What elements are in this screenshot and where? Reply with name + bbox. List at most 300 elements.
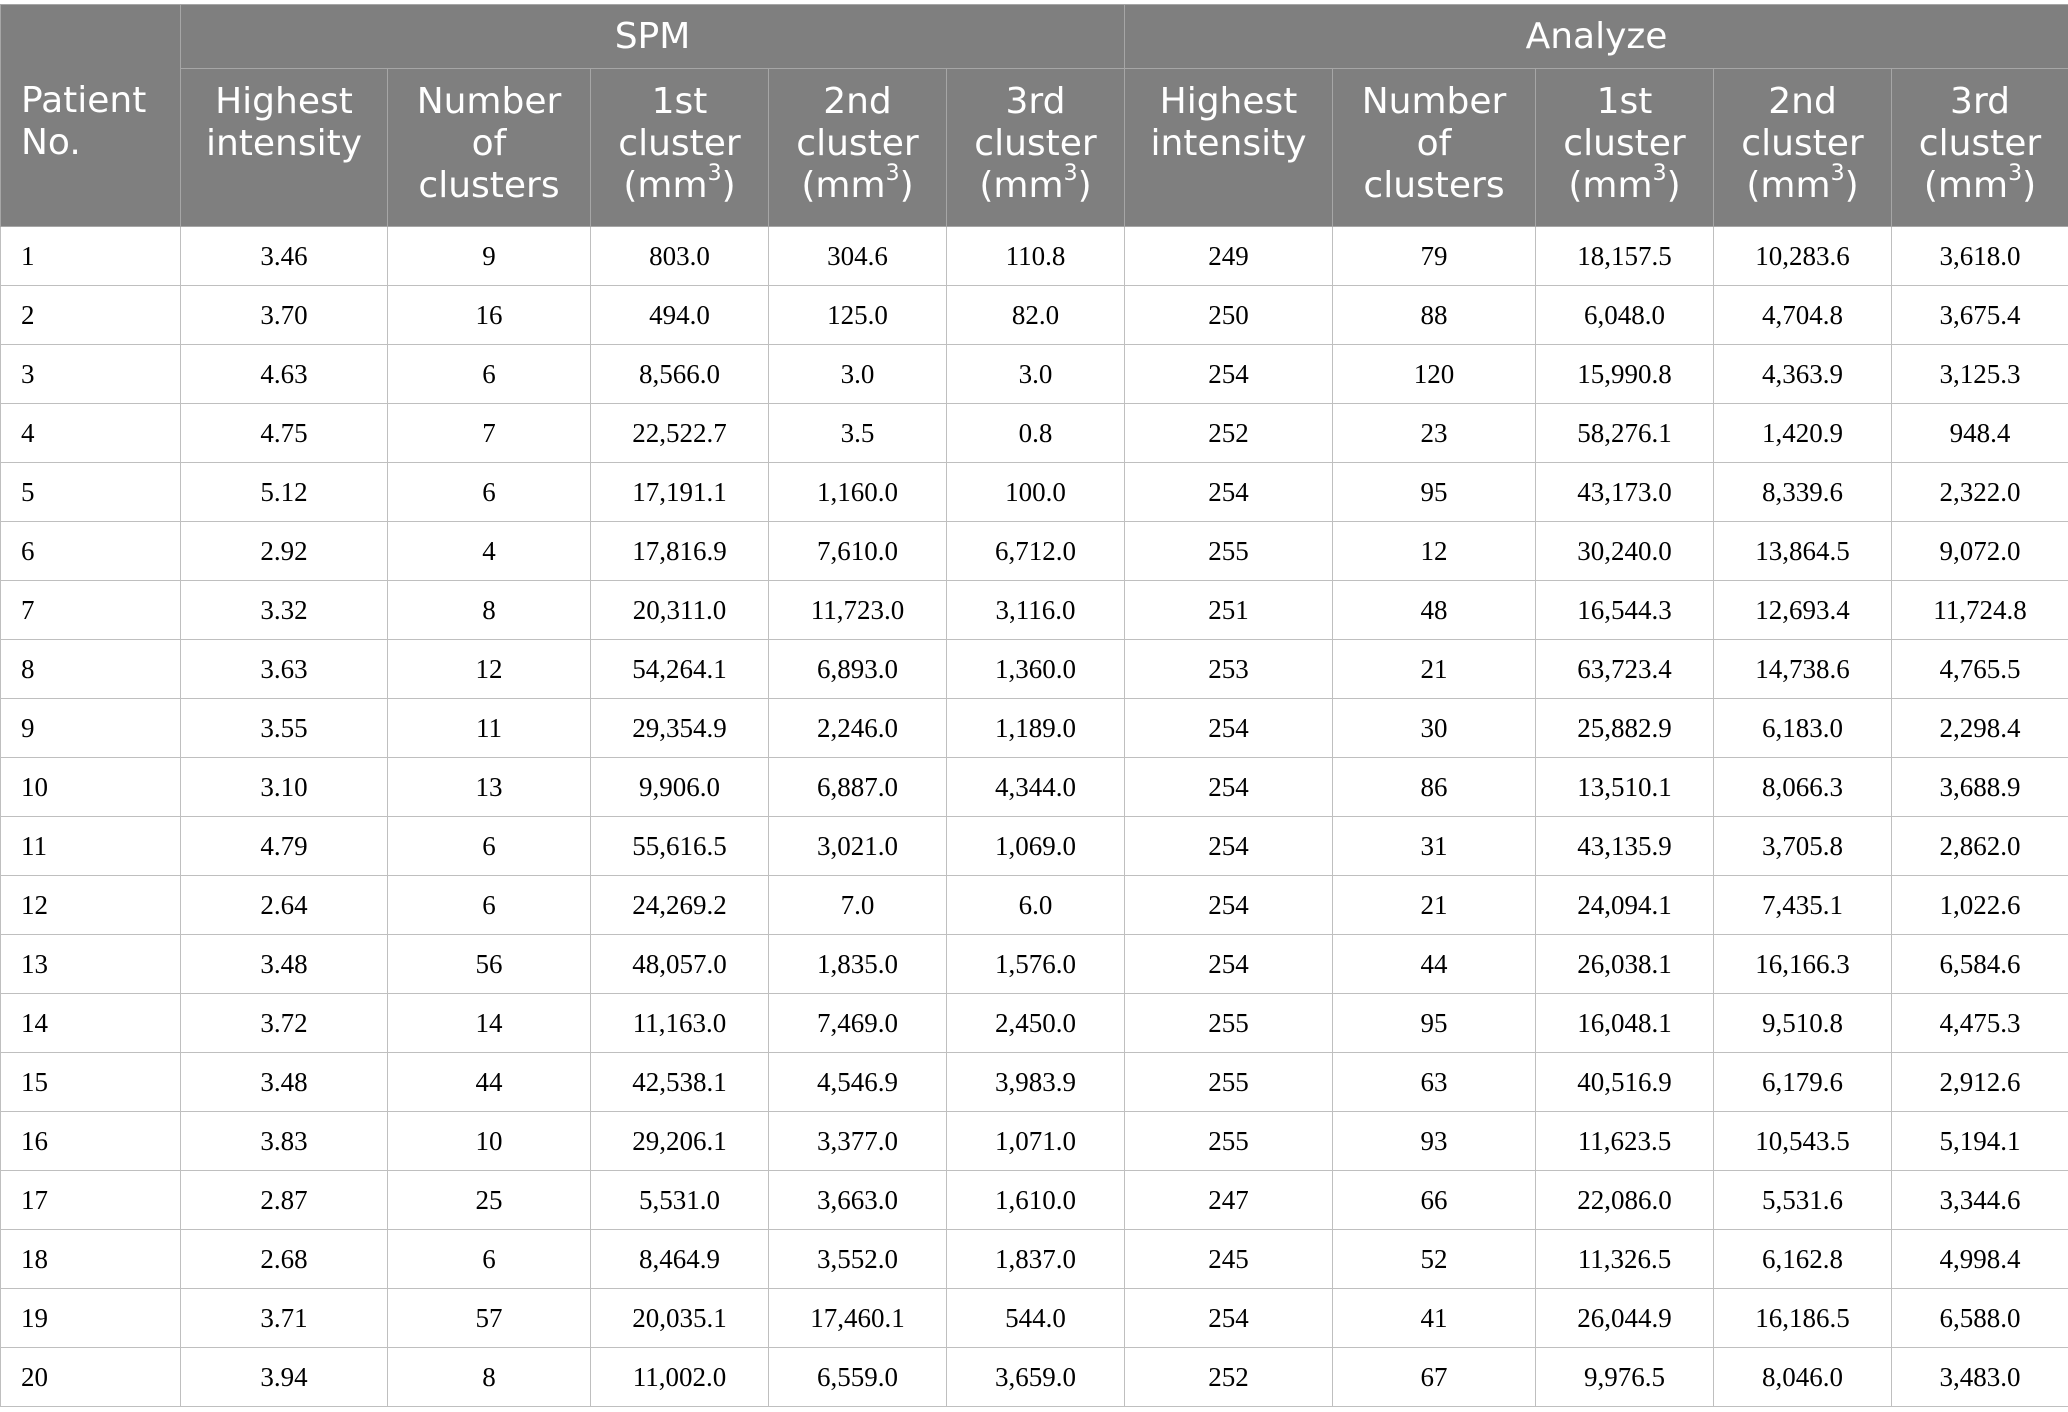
- analyze-col-header-5: [1892, 69, 2068, 227]
- col-header-line: 2nd: [1768, 81, 1837, 122]
- table-cell: 88: [1333, 286, 1536, 345]
- patient-number-cell: 1: [1, 227, 181, 286]
- table-cell: 9: [388, 227, 591, 286]
- table-cell: 13: [388, 758, 591, 817]
- table-cell: 6: [388, 463, 591, 522]
- table-cell: 3.48: [181, 1053, 388, 1112]
- patient-number-cell: 16: [1, 1112, 181, 1171]
- table-cell: 29,206.1: [591, 1112, 769, 1171]
- table-row: [1, 876, 2068, 935]
- patient-number-cell: 8: [1, 640, 181, 699]
- table-cell: 23: [1333, 404, 1536, 463]
- table-row: [1, 463, 2068, 522]
- table-cell: 21: [1333, 640, 1536, 699]
- table-cell: 4,765.5: [1892, 640, 2068, 699]
- table-cell: 3.83: [181, 1112, 388, 1171]
- table-cell: 0.8: [947, 404, 1125, 463]
- table-cell: 79: [1333, 227, 1536, 286]
- col-header-unit: (mm: [1746, 165, 1831, 206]
- table-cell: 3.0: [947, 345, 1125, 404]
- table-cell: 100.0: [947, 463, 1125, 522]
- table-cell: 9,906.0: [591, 758, 769, 817]
- table-cell: 42,538.1: [591, 1053, 769, 1112]
- col-header-unit-close: ): [2022, 165, 2037, 206]
- table-cell: 63,723.4: [1536, 640, 1714, 699]
- col-header-unit-line: [1896, 161, 2064, 207]
- table-cell: 86: [1333, 758, 1536, 817]
- table-cell: 6: [388, 817, 591, 876]
- patient-number-cell: 14: [1, 994, 181, 1053]
- col-header-line: cluster: [974, 123, 1097, 164]
- table-cell: 24,094.1: [1536, 876, 1714, 935]
- table-cell: 8: [388, 1348, 591, 1407]
- table-cell: 26,038.1: [1536, 935, 1714, 994]
- table-cell: 2,862.0: [1892, 817, 2068, 876]
- table-cell: 21: [1333, 876, 1536, 935]
- table-cell: 12,693.4: [1714, 581, 1892, 640]
- table-cell: 948.4: [1892, 404, 2068, 463]
- table-cell: 11,163.0: [591, 994, 769, 1053]
- table-cell: 13,510.1: [1536, 758, 1714, 817]
- table-cell: 249: [1125, 227, 1333, 286]
- col-header-unit: (mm: [979, 165, 1064, 206]
- table-cell: 125.0: [769, 286, 947, 345]
- cluster-table: [0, 4, 2068, 1407]
- table-row: [1, 640, 2068, 699]
- table-row: [1, 1171, 2068, 1230]
- col-header-unit-exponent: 3: [707, 161, 722, 186]
- table-cell: 3,377.0: [769, 1112, 947, 1171]
- table-cell: 10,283.6: [1714, 227, 1892, 286]
- col-header-line: 1st: [651, 81, 708, 122]
- col-header-line: Highest: [215, 81, 353, 122]
- col-header-line: intensity: [1150, 123, 1307, 164]
- table-cell: 4.79: [181, 817, 388, 876]
- table-cell: 8,046.0: [1714, 1348, 1892, 1407]
- table-cell: 5,531.0: [591, 1171, 769, 1230]
- patient-number-cell: 19: [1, 1289, 181, 1348]
- col-header-unit-close: ): [1077, 165, 1092, 206]
- table-cell: 1,069.0: [947, 817, 1125, 876]
- patient-number-cell: 20: [1, 1348, 181, 1407]
- analyze-col-header-4: [1714, 69, 1892, 227]
- table-cell: 4,998.4: [1892, 1230, 2068, 1289]
- table-cell: 3.63: [181, 640, 388, 699]
- table-cell: 4,546.9: [769, 1053, 947, 1112]
- col-header-line: cluster: [796, 123, 919, 164]
- table-cell: 2,298.4: [1892, 699, 2068, 758]
- table-cell: 55,616.5: [591, 817, 769, 876]
- table-cell: 803.0: [591, 227, 769, 286]
- table-cell: 1,835.0: [769, 935, 947, 994]
- table-cell: 4,363.9: [1714, 345, 1892, 404]
- table-cell: 253: [1125, 640, 1333, 699]
- col-header-line: Number: [1361, 81, 1507, 122]
- table-cell: 9,510.8: [1714, 994, 1892, 1053]
- table-cell: 54,264.1: [591, 640, 769, 699]
- table-cell: 67: [1333, 1348, 1536, 1407]
- patient-number-cell: 3: [1, 345, 181, 404]
- table-cell: 120: [1333, 345, 1536, 404]
- table-cell: 2.92: [181, 522, 388, 581]
- table-cell: 251: [1125, 581, 1333, 640]
- table-cell: 1,576.0: [947, 935, 1125, 994]
- table-cell: 304.6: [769, 227, 947, 286]
- table-cell: 1,071.0: [947, 1112, 1125, 1171]
- table-cell: 56: [388, 935, 591, 994]
- table-cell: 254: [1125, 817, 1333, 876]
- table-cell: 48,057.0: [591, 935, 769, 994]
- table-cell: 93: [1333, 1112, 1536, 1171]
- table-body: [1, 227, 2068, 1407]
- table-cell: 41: [1333, 1289, 1536, 1348]
- table-cell: 20,311.0: [591, 581, 769, 640]
- col-header-line: of: [471, 123, 507, 164]
- table-cell: 57: [388, 1289, 591, 1348]
- table-cell: 3,552.0: [769, 1230, 947, 1289]
- table-row: [1, 404, 2068, 463]
- table-cell: 11,623.5: [1536, 1112, 1714, 1171]
- table-cell: 11,326.5: [1536, 1230, 1714, 1289]
- col-header-unit-close: ): [899, 165, 914, 206]
- table-cell: 6.0: [947, 876, 1125, 935]
- table-cell: 7.0: [769, 876, 947, 935]
- col-header-unit-line: [951, 161, 1120, 207]
- table-cell: 5,194.1: [1892, 1112, 2068, 1171]
- table-cell: 95: [1333, 994, 1536, 1053]
- table-cell: 2,246.0: [769, 699, 947, 758]
- table-cell: 6: [388, 876, 591, 935]
- table-row: [1, 699, 2068, 758]
- table-row: [1, 817, 2068, 876]
- table-cell: 8: [388, 581, 591, 640]
- table-cell: 17,191.1: [591, 463, 769, 522]
- analyze-col-header-3: [1536, 69, 1714, 227]
- table-cell: 6: [388, 345, 591, 404]
- table-cell: 6,893.0: [769, 640, 947, 699]
- table-cell: 18,157.5: [1536, 227, 1714, 286]
- table-cell: 6,584.6: [1892, 935, 2068, 994]
- table-cell: 3,125.3: [1892, 345, 2068, 404]
- patient-no-header: Patient No.: [1, 5, 181, 227]
- table-cell: 11,724.8: [1892, 581, 2068, 640]
- table-row: [1, 286, 2068, 345]
- table-cell: 11: [388, 699, 591, 758]
- patient-number-cell: 6: [1, 522, 181, 581]
- spm-col-header-2: [388, 69, 591, 227]
- col-header-unit: clusters: [1363, 165, 1505, 206]
- table-cell: 7,469.0: [769, 994, 947, 1053]
- table-row: [1, 758, 2068, 817]
- table-cell: 6,588.0: [1892, 1289, 2068, 1348]
- col-header-unit-line: [1337, 165, 1531, 207]
- table-cell: 3,116.0: [947, 581, 1125, 640]
- table-cell: 3,705.8: [1714, 817, 1892, 876]
- table-cell: 16,048.1: [1536, 994, 1714, 1053]
- table-cell: 255: [1125, 994, 1333, 1053]
- table-cell: 14: [388, 994, 591, 1053]
- table-cell: 3,663.0: [769, 1171, 947, 1230]
- table-cell: 4,475.3: [1892, 994, 2068, 1053]
- table-cell: 245: [1125, 1230, 1333, 1289]
- table-cell: 3.70: [181, 286, 388, 345]
- table-cell: 1,837.0: [947, 1230, 1125, 1289]
- table-cell: 44: [1333, 935, 1536, 994]
- table-cell: 2,450.0: [947, 994, 1125, 1053]
- table-cell: 4.63: [181, 345, 388, 404]
- table-cell: 2.68: [181, 1230, 388, 1289]
- table-cell: 255: [1125, 1112, 1333, 1171]
- col-header-unit-line: [773, 161, 942, 207]
- table-row: [1, 994, 2068, 1053]
- table-cell: 250: [1125, 286, 1333, 345]
- table-cell: 22,522.7: [591, 404, 769, 463]
- table-row: [1, 345, 2068, 404]
- table-cell: 1,022.6: [1892, 876, 2068, 935]
- patient-number-cell: 5: [1, 463, 181, 522]
- col-header-line: cluster: [1563, 123, 1686, 164]
- table-cell: 58,276.1: [1536, 404, 1714, 463]
- spm-group-header: SPM: [181, 5, 1125, 69]
- spm-col-header-4: [769, 69, 947, 227]
- table-cell: 8,566.0: [591, 345, 769, 404]
- table-cell: 48: [1333, 581, 1536, 640]
- col-header-line: cluster: [618, 123, 741, 164]
- table-cell: 31: [1333, 817, 1536, 876]
- col-header-unit-exponent: 3: [1652, 161, 1667, 186]
- table-cell: 1,610.0: [947, 1171, 1125, 1230]
- table-row: [1, 581, 2068, 640]
- table-row: [1, 935, 2068, 994]
- table-row: [1, 522, 2068, 581]
- col-header-line: cluster: [1741, 123, 1864, 164]
- header-group-row: [1, 5, 2068, 69]
- table-cell: 252: [1125, 404, 1333, 463]
- col-header-line: Number: [416, 81, 562, 122]
- table-cell: 25: [388, 1171, 591, 1230]
- table-cell: 9,976.5: [1536, 1348, 1714, 1407]
- table-cell: 6,887.0: [769, 758, 947, 817]
- table-cell: 16,166.3: [1714, 935, 1892, 994]
- spm-col-header-3: [591, 69, 769, 227]
- table-cell: 95: [1333, 463, 1536, 522]
- table-cell: 3,659.0: [947, 1348, 1125, 1407]
- table-cell: 22,086.0: [1536, 1171, 1714, 1230]
- spm-col-header-1: [181, 69, 388, 227]
- col-header-line: 3rd: [1005, 81, 1066, 122]
- table-row: [1, 1053, 2068, 1112]
- table-cell: 52: [1333, 1230, 1536, 1289]
- table-cell: 4: [388, 522, 591, 581]
- data-table-container: [0, 4, 2068, 1407]
- table-cell: 3.5: [769, 404, 947, 463]
- table-cell: 17,460.1: [769, 1289, 947, 1348]
- col-header-unit-exponent: 3: [2008, 161, 2023, 186]
- table-cell: 3,344.6: [1892, 1171, 2068, 1230]
- table-cell: 66: [1333, 1171, 1536, 1230]
- table-cell: 30,240.0: [1536, 522, 1714, 581]
- table-cell: 3.0: [769, 345, 947, 404]
- table-cell: 3,983.9: [947, 1053, 1125, 1112]
- table-cell: 254: [1125, 935, 1333, 994]
- patient-number-cell: 13: [1, 935, 181, 994]
- table-cell: 7,610.0: [769, 522, 947, 581]
- table-cell: 3,483.0: [1892, 1348, 2068, 1407]
- table-cell: 494.0: [591, 286, 769, 345]
- table-cell: 3.10: [181, 758, 388, 817]
- table-cell: 30: [1333, 699, 1536, 758]
- col-header-unit-line: [1718, 161, 1887, 207]
- analyze-group-header: Analyze: [1125, 5, 2068, 69]
- table-row: [1, 1348, 2068, 1407]
- col-header-unit-exponent: 3: [1830, 161, 1845, 186]
- table-cell: 4,704.8: [1714, 286, 1892, 345]
- table-cell: 10: [388, 1112, 591, 1171]
- table-cell: 11,723.0: [769, 581, 947, 640]
- table-cell: 8,339.6: [1714, 463, 1892, 522]
- table-cell: 40,516.9: [1536, 1053, 1714, 1112]
- table-cell: 44: [388, 1053, 591, 1112]
- table-cell: 252: [1125, 1348, 1333, 1407]
- table-cell: 3.55: [181, 699, 388, 758]
- table-cell: 16,544.3: [1536, 581, 1714, 640]
- table-cell: 10,543.5: [1714, 1112, 1892, 1171]
- table-cell: 3.48: [181, 935, 388, 994]
- table-cell: 20,035.1: [591, 1289, 769, 1348]
- table-cell: 6,179.6: [1714, 1053, 1892, 1112]
- col-header-line: of: [1416, 123, 1452, 164]
- table-cell: 15,990.8: [1536, 345, 1714, 404]
- table-cell: 2,912.6: [1892, 1053, 2068, 1112]
- col-header-unit-exponent: 3: [885, 161, 900, 186]
- table-cell: 3.94: [181, 1348, 388, 1407]
- table-cell: 1,420.9: [1714, 404, 1892, 463]
- table-cell: 247: [1125, 1171, 1333, 1230]
- table-cell: 2,322.0: [1892, 463, 2068, 522]
- table-cell: 9,072.0: [1892, 522, 2068, 581]
- table-cell: 255: [1125, 1053, 1333, 1112]
- table-cell: 5,531.6: [1714, 1171, 1892, 1230]
- table-cell: 43,135.9: [1536, 817, 1714, 876]
- spm-col-header-5: [947, 69, 1125, 227]
- patient-number-cell: 11: [1, 817, 181, 876]
- table-cell: 6,183.0: [1714, 699, 1892, 758]
- patient-number-cell: 4: [1, 404, 181, 463]
- col-header-unit: (mm: [1923, 165, 2009, 206]
- table-cell: 6,712.0: [947, 522, 1125, 581]
- col-header-line: intensity: [205, 123, 363, 164]
- col-header-unit: (mm: [1568, 165, 1653, 206]
- col-header-unit: (mm: [623, 165, 708, 206]
- table-cell: 11,002.0: [591, 1348, 769, 1407]
- table-cell: 255: [1125, 522, 1333, 581]
- table-cell: 82.0: [947, 286, 1125, 345]
- col-header-unit-close: ): [1666, 165, 1681, 206]
- table-header: [1, 5, 2068, 227]
- table-cell: 4,344.0: [947, 758, 1125, 817]
- col-header-unit-line: [595, 161, 764, 207]
- table-cell: 254: [1125, 463, 1333, 522]
- table-cell: 6,559.0: [769, 1348, 947, 1407]
- table-cell: 25,882.9: [1536, 699, 1714, 758]
- table-cell: 7: [388, 404, 591, 463]
- table-cell: 254: [1125, 758, 1333, 817]
- table-cell: 16,186.5: [1714, 1289, 1892, 1348]
- col-header-unit-exponent: 3: [1063, 161, 1078, 186]
- table-cell: 3.71: [181, 1289, 388, 1348]
- table-cell: 63: [1333, 1053, 1536, 1112]
- patient-number-cell: 15: [1, 1053, 181, 1112]
- table-row: [1, 227, 2068, 286]
- col-header-unit-close: ): [1844, 165, 1859, 206]
- table-cell: 3,688.9: [1892, 758, 2068, 817]
- table-cell: 6,048.0: [1536, 286, 1714, 345]
- table-cell: 14,738.6: [1714, 640, 1892, 699]
- table-cell: 3.72: [181, 994, 388, 1053]
- col-header-line: 3rd: [1950, 81, 2010, 122]
- col-header-line: 1st: [1596, 81, 1653, 122]
- table-row: [1, 1289, 2068, 1348]
- table-cell: 17,816.9: [591, 522, 769, 581]
- table-cell: 1,160.0: [769, 463, 947, 522]
- table-cell: 544.0: [947, 1289, 1125, 1348]
- table-cell: 254: [1125, 699, 1333, 758]
- table-cell: 2.64: [181, 876, 388, 935]
- table-cell: 8,066.3: [1714, 758, 1892, 817]
- patient-number-cell: 9: [1, 699, 181, 758]
- table-cell: 254: [1125, 345, 1333, 404]
- table-cell: 8,464.9: [591, 1230, 769, 1289]
- table-cell: 1,360.0: [947, 640, 1125, 699]
- table-cell: 7,435.1: [1714, 876, 1892, 935]
- col-header-line: 2nd: [823, 81, 892, 122]
- patient-number-cell: 10: [1, 758, 181, 817]
- col-header-unit-close: ): [721, 165, 736, 206]
- col-header-line: Highest: [1159, 81, 1298, 122]
- table-cell: 24,269.2: [591, 876, 769, 935]
- table-cell: 4.75: [181, 404, 388, 463]
- col-header-unit: clusters: [418, 165, 560, 206]
- table-cell: 2.87: [181, 1171, 388, 1230]
- table-cell: 29,354.9: [591, 699, 769, 758]
- col-header-unit-line: [1540, 161, 1709, 207]
- table-cell: 254: [1125, 1289, 1333, 1348]
- analyze-col-header-2: [1333, 69, 1536, 227]
- table-cell: 6: [388, 1230, 591, 1289]
- table-row: [1, 1230, 2068, 1289]
- patient-number-cell: 12: [1, 876, 181, 935]
- table-cell: 6,162.8: [1714, 1230, 1892, 1289]
- table-cell: 254: [1125, 876, 1333, 935]
- col-header-unit-line: [392, 165, 586, 207]
- table-cell: 3.32: [181, 581, 388, 640]
- table-cell: 26,044.9: [1536, 1289, 1714, 1348]
- header-column-row: [1, 69, 2068, 227]
- table-cell: 3,021.0: [769, 817, 947, 876]
- table-cell: 12: [388, 640, 591, 699]
- table-cell: 3,675.4: [1892, 286, 2068, 345]
- table-cell: 12: [1333, 522, 1536, 581]
- table-cell: 13,864.5: [1714, 522, 1892, 581]
- analyze-col-header-1: [1125, 69, 1333, 227]
- table-row: [1, 1112, 2068, 1171]
- patient-number-cell: 2: [1, 286, 181, 345]
- patient-number-cell: 17: [1, 1171, 181, 1230]
- table-cell: 5.12: [181, 463, 388, 522]
- patient-number-cell: 7: [1, 581, 181, 640]
- table-cell: 1,189.0: [947, 699, 1125, 758]
- table-cell: 3,618.0: [1892, 227, 2068, 286]
